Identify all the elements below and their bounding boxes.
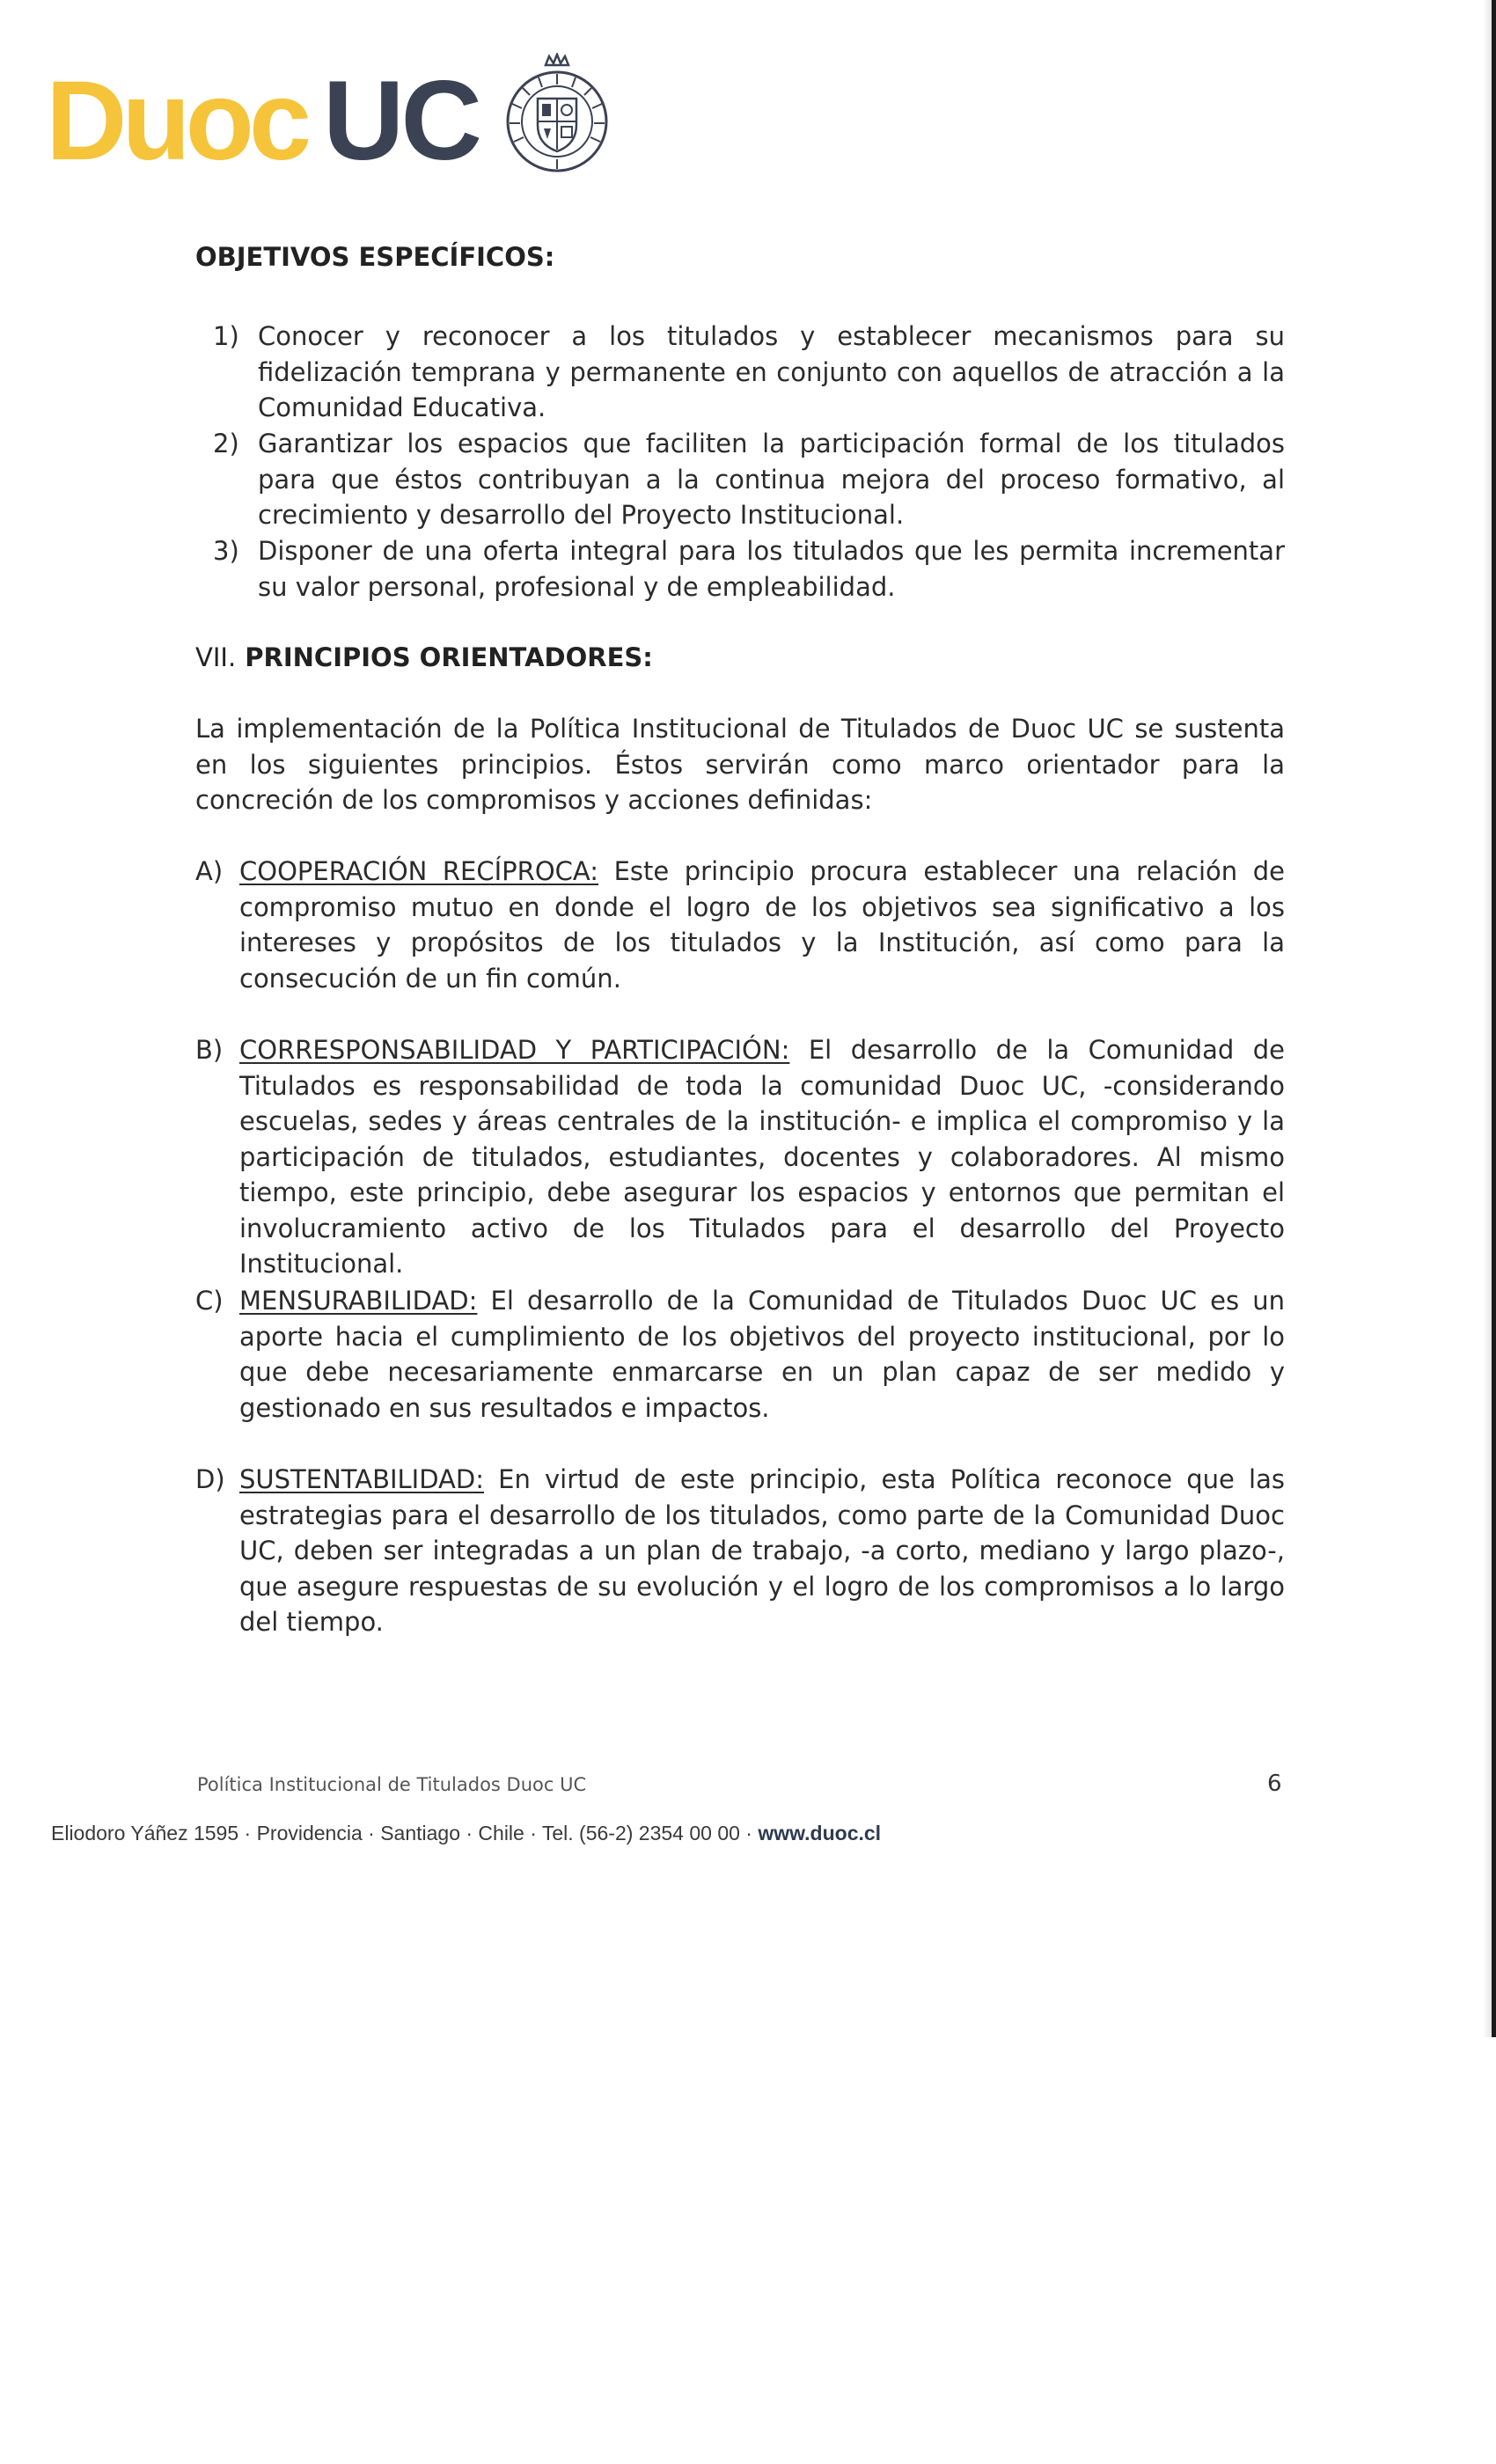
- page-number: 6: [1267, 1771, 1282, 1797]
- address-text: Eliodoro Yáñez 1595 · Providencia · Santiago · Chile · Tel. (56-2) 2354 00 00 ·: [51, 1822, 759, 1844]
- objetivo-text: Disponer de una oferta integral para los titulados que les permita incrementar su valor personal, profesional y de empleabilidad.: [258, 536, 1285, 602]
- principios-intro: La implementación de la Política Institucional de Titulados de Duoc UC se sustenta en los siguientes principios. Éstos servirán como marco orientador para la concreción de los compromisos y acciones definidas:: [195, 714, 1285, 815]
- principio-text: En virtud de este principio, esta Política reconoce que las estrategias para el desarrollo de los titulados, como parte de la Comunidad Duoc UC, deben ser integradas a un plan de trabajo, -a corto, mediano y largo plazo-, que asegure respuestas de su evolución y el logro de los compromisos a lo largo del tiempo.: [239, 1464, 1285, 1637]
- website-link[interactable]: www.duoc.cl: [758, 1822, 882, 1844]
- principio-text: El desarrollo de la Comunidad de Titulados es responsabilidad de toda la comunidad Duoc UC, -considerando escuelas, sedes y áreas centrales de la institución- e implica el compromiso y la participación de titulados, estudiantes, docentes y colaboradores. Al mismo tiempo, este principio, debe asegurar los espacios y entornos que permitan el involucramiento activo de los Titulados para el desarrollo del Proyecto Institucional.: [239, 1035, 1285, 1279]
- principio-text: Este principio procura establecer una relación de compromiso mutuo en donde el logro de los objetivos sea significativo a los intereses y propósitos de los titulados y la Institución, así como para la consecución de un fin común.: [239, 856, 1285, 994]
- objetivo-text: Garantizar los espacios que faciliten la participación formal de los titulados para que éstos contribuyan a la continua mejora del proceso formativo, al crecimiento y desarrollo del Proyecto Institucional.: [258, 429, 1285, 530]
- objetivos-heading: OBJETIVOS ESPECÍFICOS:: [195, 242, 555, 272]
- section-title: PRINCIPIOS ORIENTADORES:: [245, 642, 653, 672]
- principio-text: El desarrollo de la Comunidad de Titulados Duoc UC es un aporte hacia el cumplimiento de los objetivos del proyecto institucional, por lo que debe necesariamente enmarcarse en un plan capaz de ser medido y gestionado en sus resultados e impactos.: [239, 1286, 1285, 1423]
- principio-corresponsabilidad: [239, 1032, 1285, 1282]
- principio-letter: D): [195, 1464, 225, 1494]
- principio-title: SUSTENTABILIDAD:: [239, 1464, 484, 1494]
- principio-title: COOPERACIÓN RECÍPROCA:: [239, 856, 598, 886]
- footer-document-title: Política Institucional de Titulados Duoc UC: [197, 1774, 587, 1795]
- principio-letter: B): [195, 1035, 224, 1065]
- objetivo-number: 1): [213, 321, 239, 351]
- logo-duoc-text: Duoc: [46, 58, 306, 184]
- principio-title: MENSURABILIDAD:: [239, 1286, 478, 1316]
- logo-uc-text: UC: [323, 58, 479, 184]
- footer-address: [51, 1822, 881, 1845]
- objetivo-number: 2): [213, 429, 239, 458]
- scan-edge: [1492, 0, 1496, 2037]
- objetivo-number: 3): [213, 536, 239, 566]
- puc-seal-icon: [505, 53, 609, 176]
- principio-sustentabilidad: [239, 1462, 1285, 1640]
- section-number: VII.: [195, 642, 237, 672]
- duoc-uc-logo: [46, 53, 574, 184]
- objetivo-text: Conocer y reconocer a los titulados y establecer mecanismos para su fidelización temprana y permanente en conjunto con aquellos de atracción a la Comunidad Educativa.: [258, 321, 1285, 422]
- scan-shadow: [1483, 0, 1492, 2037]
- principio-title: CORRESPONSABILIDAD Y PARTICIPACIÓN:: [239, 1035, 790, 1065]
- principio-mensurabilidad: [239, 1283, 1285, 1426]
- principio-letter: A): [195, 856, 224, 886]
- principio-letter: C): [195, 1286, 224, 1316]
- principios-heading: [195, 640, 653, 675]
- principio-cooperacion: [239, 854, 1285, 996]
